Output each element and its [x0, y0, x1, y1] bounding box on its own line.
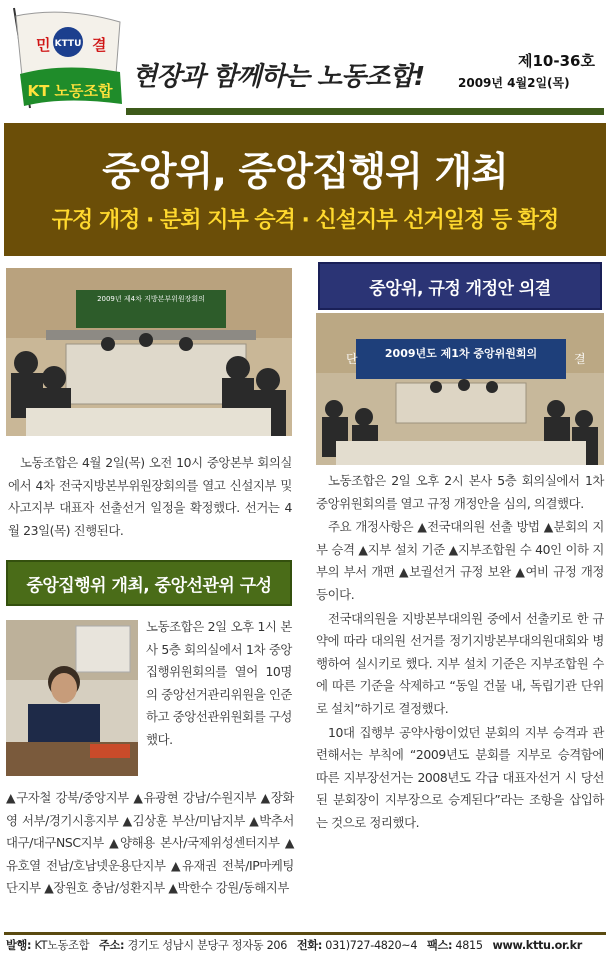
headline-title: 중앙위, 중앙집행위 개최 [102, 150, 508, 195]
photo2-side-right: 결 [574, 352, 586, 366]
logo-left-char: 민 [36, 36, 51, 54]
article-paragraph: 10대 집행부 공약사항이었던 분회의 지부 승격과 관련해서는 부칙에 “2009년도 분회를 지부로 승격함에 따른 지부장선거는 2008년도 각급 대표자선거 시 당선된 분회장이 지부장으로 승계된다”라는 조항을 삽입하는 것으로 정리했다. [316, 724, 604, 830]
slogan: 현장과 함께하는 노동조합! [132, 62, 425, 92]
kttu-logo [4, 4, 126, 112]
exec-committee-photo [6, 620, 138, 776]
section-heading-central-committee: 중앙위, 규정 개정안 의결 [318, 262, 602, 310]
header-rule [126, 108, 604, 115]
exec-committee-article: 노동조합은 2일 오후 1시 본사 5층 회의실에서 1차 중앙집행위원회의를 열어 10명의 중앙선거관리위원을 인준하고 중앙선관위원회를 구성했다. [146, 619, 292, 747]
issue-number: 제10-36호 [518, 52, 595, 70]
photo1-banner-text: 2009년 제4차 지방본부위원장회의 [97, 295, 205, 303]
article-paragraph: 노동조합은 2일 오후 2시 본사 5층 회의실에서 1차 중앙위원회의를 열고 규정 개정안을 심의, 의결했다. [316, 473, 604, 511]
footer-info [6, 937, 606, 953]
phone: 031)727-4820~4 [325, 939, 418, 952]
photo2-banner-text: 2009년도 제1차 중앙위원회의 [384, 347, 538, 360]
intro-article [8, 452, 292, 542]
publisher: KT노동조합 [34, 939, 90, 952]
section-heading-exec-committee: 중앙집행위 개최, 중앙선관위 구성 [6, 560, 292, 606]
logo-band-text: KT 노동조합 [27, 82, 113, 100]
fax-label: 팩스: [426, 939, 453, 952]
article-paragraph: 전국대의원을 지방본부대의원 중에서 선출키로 한 규약에 따라 대의원 선거를 정기지방본부대의원대회와 병행하여 실시키로 했다. 지부 설치 기준은 지부조합원 수에 따른 기준을 삭제하고 “동일 건물 내, 독립기관 단위로 설치”하기로 결정했다. [316, 610, 604, 716]
fax: 4815 [455, 939, 483, 952]
address: 경기도 성남시 분당구 정자동 206 [127, 939, 288, 952]
website-link[interactable]: www.kttu.or.kr [492, 939, 582, 952]
intro-paragraph: 노동조합은 4월 2일(목) 오전 10시 중앙본부 회의실에서 4차 전국지방본부위원장회의를 열고 신설지부 및 사고지부 대표자 선출선거 일정을 확정했다. 선거는 4월 23일(목) 진행된다. [8, 455, 292, 538]
logo-right-char: 결 [92, 36, 107, 54]
address-label: 주소: [98, 939, 125, 952]
election-committee-members: ▲구자철 강북/중앙지부 ▲유광현 강남/수원지부 ▲장화영 서부/경기시흥지부 ▲김상훈 부산/미남지부 ▲박추서 대구/대구NSC지부 ▲양해용 본사/국제위성센터지부 ▲유호열 전남/호남넷운용단지부 ▲유재권 전북/IP마케팅단지부 ▲장원호 충남/성환지부 ▲박한수 강원/동해지부 [6, 790, 294, 896]
central-committee-article [316, 470, 604, 836]
issue-date: 2009년 4월2일(목) [458, 76, 570, 90]
article-paragraph: 주요 개정사항은 ▲전국대의원 선출 방법 ▲분회의 지부 승격 ▲지부 설치 기준 ▲지부조합원 수 40인 이하 지부의 부서 개편 ▲보궐선거 규정 보완 ▲여비 규정 개정 등이다. [316, 519, 604, 602]
regional-chairs-meeting-photo [6, 268, 292, 436]
logo-center-text: KTTU [54, 39, 82, 49]
footer-rule [4, 932, 606, 935]
publisher-label: 발행: [6, 939, 32, 952]
headline-subtitle: 규정 개정 · 분회 지부 승격 · 신설지부 선거일정 등 확정 [51, 208, 559, 233]
photo2-side-left: 단 [346, 352, 358, 366]
phone-label: 전화: [296, 939, 323, 952]
central-committee-photo [316, 313, 604, 465]
headline-banner [4, 123, 606, 256]
